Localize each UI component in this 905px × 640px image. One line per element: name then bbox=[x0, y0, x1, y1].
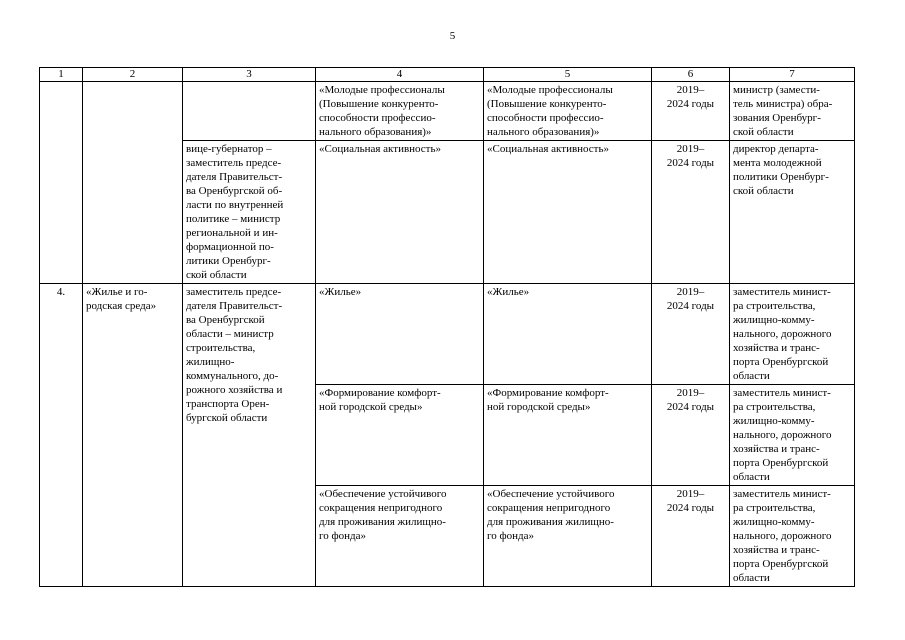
responsible-cell: министр (замести- тель министра) обра- зования Оренбург- ской области bbox=[730, 82, 855, 141]
period-cell: 2019– 2024 годы bbox=[652, 284, 730, 385]
federal-project-cell: «Формирование комфорт- ной городской среды» bbox=[316, 385, 484, 486]
responsible-cell: заместитель минист- ра строительства, жилищно-комму- нального, дорожного хозяйства и транс- порта Оренбургской области bbox=[730, 385, 855, 486]
national-project-cell: «Жилье и го- родская среда» bbox=[83, 284, 183, 587]
curator-cell: вице-губернатор – заместитель предсе- дателя Правительст- ва Оренбургской об- ласти по внутренней политике – министр региональной и ин- формационной по- литики Оренбург- ской области bbox=[183, 141, 316, 284]
row-number-cell: 4. bbox=[40, 284, 83, 587]
table-row bbox=[40, 82, 855, 141]
header-cell-3: 3 bbox=[183, 68, 316, 82]
regional-project-cell: «Жилье» bbox=[484, 284, 652, 385]
regional-project-cell: «Социальная активность» bbox=[484, 141, 652, 284]
page-number: 5 bbox=[449, 30, 456, 42]
header-cell-2: 2 bbox=[83, 68, 183, 82]
row-number-cell bbox=[40, 82, 83, 284]
period-cell: 2019– 2024 годы bbox=[652, 141, 730, 284]
header-cell-6: 6 bbox=[652, 68, 730, 82]
federal-project-cell: «Социальная активность» bbox=[316, 141, 484, 284]
period-cell: 2019– 2024 годы bbox=[652, 82, 730, 141]
responsible-cell: заместитель минист- ра строительства, жилищно-комму- нального, дорожного хозяйства и транс- порта Оренбургской области bbox=[730, 486, 855, 587]
responsible-cell: директор департа- мента молодежной политики Оренбург- ской области bbox=[730, 141, 855, 284]
federal-project-cell: «Молодые профессионалы (Повышение конкуренто- способности профессио- нального образования)» bbox=[316, 82, 484, 141]
program-table bbox=[39, 67, 855, 587]
national-project-cell bbox=[83, 82, 183, 284]
curator-cell: заместитель предсе- дателя Правительст- ва Оренбургской области – министр строительства, жилищно- коммунального, до- рожного хозяйства и транспорта Орен- бургской области bbox=[183, 284, 316, 587]
responsible-cell: заместитель минист- ра строительства, жилищно-комму- нального, дорожного хозяйства и транс- порта Оренбургской области bbox=[730, 284, 855, 385]
regional-project-cell: «Молодые профессионалы (Повышение конкуренто- способности профессио- нального образования)» bbox=[484, 82, 652, 141]
header-cell-1: 1 bbox=[40, 68, 83, 82]
federal-project-cell: «Обеспечение устойчивого сокращения непригодного для проживания жилищно- го фонда» bbox=[316, 486, 484, 587]
period-cell: 2019– 2024 годы bbox=[652, 385, 730, 486]
header-cell-7: 7 bbox=[730, 68, 855, 82]
header-cell-4: 4 bbox=[316, 68, 484, 82]
header-row bbox=[40, 68, 855, 82]
curator-cell bbox=[183, 82, 316, 141]
period-cell: 2019– 2024 годы bbox=[652, 486, 730, 587]
federal-project-cell: «Жилье» bbox=[316, 284, 484, 385]
table-row bbox=[40, 284, 855, 385]
header-cell-5: 5 bbox=[484, 68, 652, 82]
regional-project-cell: «Обеспечение устойчивого сокращения непригодного для проживания жилищно- го фонда» bbox=[484, 486, 652, 587]
regional-project-cell: «Формирование комфорт- ной городской среды» bbox=[484, 385, 652, 486]
